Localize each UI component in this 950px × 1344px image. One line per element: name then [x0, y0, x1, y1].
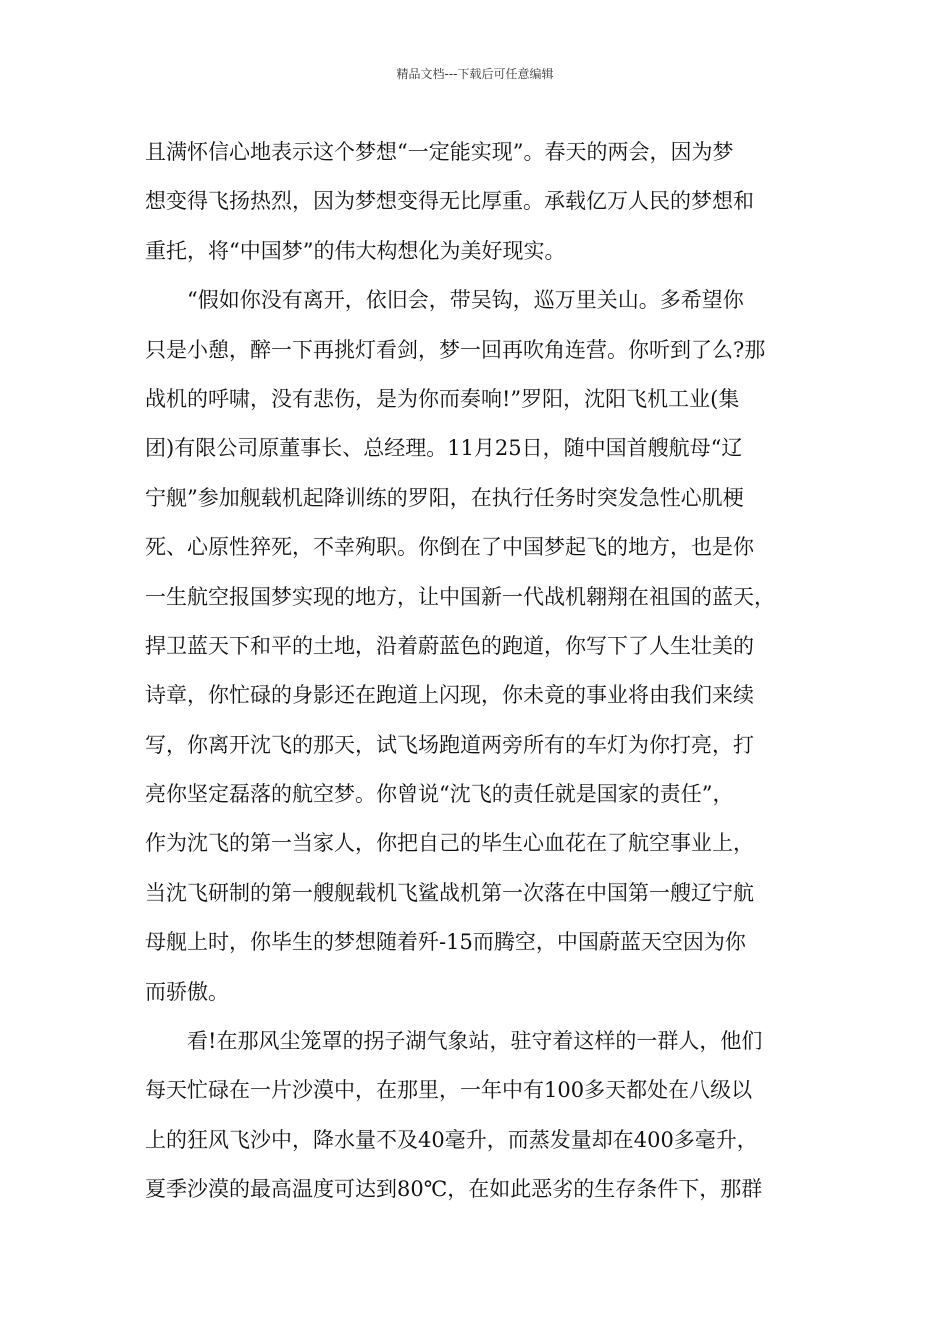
text-line: 当沈飞研制的第一艘舰载机飞鲨战机第一次落在中国第一艘辽宁航	[145, 880, 754, 905]
text-line: 看!在那风尘笼罩的拐子湖气象站，驻守着这样的一群人，他们	[187, 1029, 763, 1054]
text-line: 死、心原性猝死，不幸殉职。你倒在了中国梦起飞的地方，也是你	[145, 535, 754, 560]
text-line: 而骄傲。	[145, 979, 229, 1004]
text-line: 诗章，你忙碌的身影还在跑道上闪现，你未竟的事业将由我们来续	[145, 683, 754, 708]
text-line: 夏季沙漠的最高温度可达到80℃，在如此恶劣的生存条件下，那群	[145, 1177, 763, 1202]
text-line: 重托，将“中国梦”的伟大构想化为美好现实。	[145, 238, 566, 263]
text-line: 战机的呼啸，没有悲伤，是为你而奏响!”罗阳，沈阳飞机工业(集	[145, 386, 740, 411]
text-line: 作为沈飞的第一当家人，你把自己的毕生心血花在了航空事业上，	[145, 831, 754, 856]
text-line: 母舰上时，你毕生的梦想随着歼-15而腾空，中国蔚蓝天空因为你	[145, 930, 746, 955]
text-line: 上的狂风飞沙中，降水量不及40毫升，而蒸发量却在400多毫升，	[145, 1127, 758, 1152]
text-line: 且满怀信心地表示这个梦想“一定能实现”。春天的两会，因为梦	[145, 140, 734, 164]
text-line: 一生航空报国梦实现的地方，让中国新一代战机翱翔在祖国的蓝天，	[145, 584, 775, 609]
text-line: “假如你没有离开，依旧会，带吴钩，巡万里关山。多希望你	[187, 288, 744, 313]
text-line: 捍卫蓝天下和平的土地，沿着蔚蓝色的跑道，你写下了人生壮美的	[145, 633, 754, 658]
page-header: 精品文档---下载后可任意编辑	[396, 67, 554, 81]
text-line: 只是小憩，醉一下再挑灯看剑，梦一回再吹角连营。你听到了么?那	[145, 337, 766, 362]
text-line: 写，你离开沈飞的那天，试飞场跑道两旁所有的车灯为你打亮，打	[145, 732, 754, 757]
text-line: 想变得飞扬热烈，因为梦想变得无比厚重。承载亿万人民的梦想和	[145, 189, 754, 214]
text-line: 宁舰”参加舰载机起降训练的罗阳，在执行任务时突发急性心肌梗	[145, 485, 744, 510]
document-body	[145, 128, 821, 1215]
text-line: 亮你坚定磊落的航空梦。你曾说“沈飞的责任就是国家的责任”，	[145, 782, 734, 807]
text-line: 团)有限公司原董事长、总经理。11月25日，随中国首艘航母“辽	[145, 436, 743, 461]
text-line: 每天忙碌在一片沙漠中，在那里，一年中有100多天都处在八级以	[145, 1078, 753, 1103]
